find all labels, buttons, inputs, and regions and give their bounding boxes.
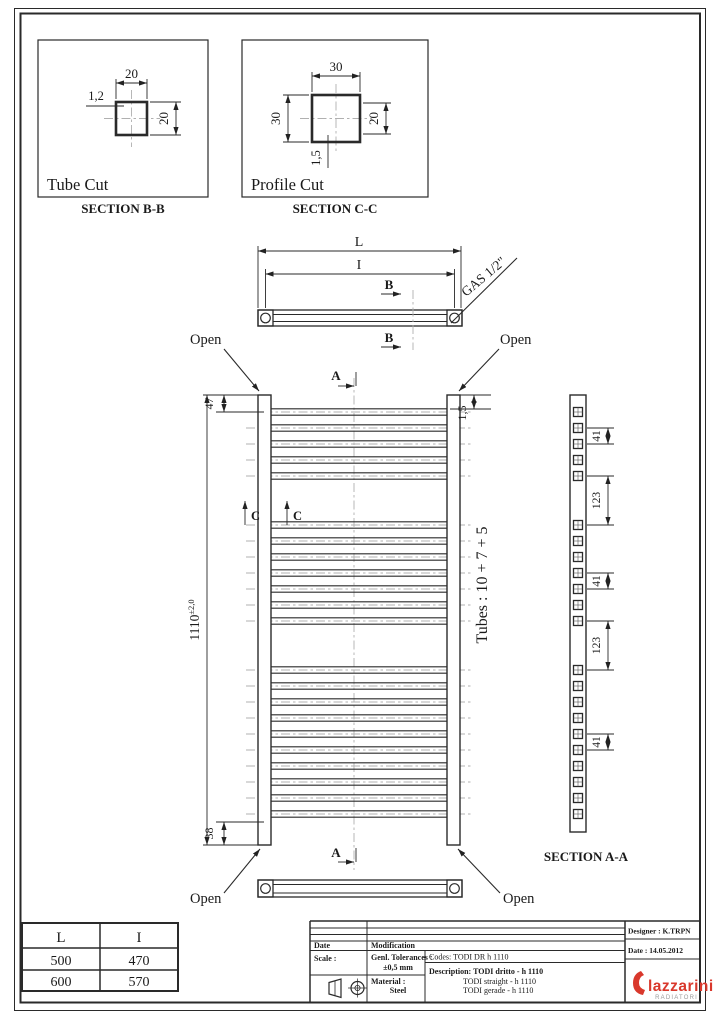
logo-text: lazzarini xyxy=(648,978,714,995)
section-aa-tube-squares xyxy=(574,408,583,819)
dim-38: 38 xyxy=(202,827,216,840)
cut-mark-b-top: B xyxy=(384,277,394,292)
dim-aa-41a: 41 xyxy=(591,430,603,442)
description-line2: TODI straight - h 1110 xyxy=(463,977,537,986)
dim-L: L xyxy=(354,235,364,250)
dim-aa-41c: 41 xyxy=(591,736,603,748)
right-vertical-tube xyxy=(447,395,460,845)
codes-value: Codes: TODI DR h 1110 xyxy=(429,952,509,962)
table-cell: 600 xyxy=(50,975,72,990)
section-cc-title: Profile Cut xyxy=(251,175,324,194)
lazzarini-logo xyxy=(633,971,714,1001)
section-cc xyxy=(242,40,428,216)
designer-value: Designer : K.TRPN xyxy=(628,926,691,936)
description-line3: TODI gerade - h 1110 xyxy=(463,986,534,995)
scale-label: Scale : xyxy=(314,954,337,963)
front-view xyxy=(186,332,535,907)
cut-mark-a-bottom: A xyxy=(331,845,341,860)
dim-cc-side: 20 xyxy=(366,112,381,125)
cut-mark-b-bottom: B xyxy=(384,330,394,345)
dim-aa-123b: 123 xyxy=(591,636,603,655)
open-label-top-right: Open xyxy=(500,332,532,348)
tolerances-value: ±0,5 mm xyxy=(383,963,413,972)
tubes-note: Tubes : 10 + 7 + 5 xyxy=(474,526,491,644)
section-cc-label: SECTION C-C xyxy=(292,201,378,216)
open-label-top-left: Open xyxy=(190,332,222,348)
dim-bb-wall: 1,2 xyxy=(88,89,104,103)
modification-label: Modification xyxy=(371,941,415,950)
cut-mark-c-right: C xyxy=(293,509,303,523)
dim-aa-123a: 123 xyxy=(591,491,603,510)
section-bb-label: SECTION B-B xyxy=(81,201,165,216)
dim-cc-height: 30 xyxy=(268,112,283,125)
material-label: Material : xyxy=(371,977,406,986)
section-bb-title: Tube Cut xyxy=(47,175,109,194)
table-header-I: I xyxy=(136,930,142,946)
dim-bb-height: 20 xyxy=(156,112,171,125)
section-bb xyxy=(38,40,208,216)
lazzarini-logo-mark-icon xyxy=(633,971,645,995)
gas-connection-label: GAS 1/2" xyxy=(458,253,509,300)
title-block xyxy=(310,921,714,1003)
material-value: Steel xyxy=(389,986,407,995)
section-aa-dimensions xyxy=(587,428,614,750)
description-line1: Description: TODI dritto - h 1110 xyxy=(429,967,544,976)
dim-I: I xyxy=(356,258,362,273)
left-vertical-tube xyxy=(258,395,271,845)
dim-aa-41b: 41 xyxy=(591,575,603,587)
cut-mark-a-top: A xyxy=(331,368,341,383)
section-aa xyxy=(544,395,629,864)
dim-47: 47 xyxy=(202,397,216,410)
open-label-bottom-right: Open xyxy=(503,891,535,907)
cut-mark-c-left: C xyxy=(251,509,261,523)
dim-1-5: 1,5 xyxy=(455,405,469,421)
date-value: Date : 14.05.2012 xyxy=(628,946,683,955)
dim-1110: $1110^{\pm 2,0}$ xyxy=(186,599,202,641)
table-cell: 570 xyxy=(128,975,150,990)
dim-bb-width: 20 xyxy=(125,66,138,81)
date-label: Date xyxy=(314,941,330,950)
projection-symbol-icon xyxy=(329,979,367,998)
dim-cc-wall: 1,5 xyxy=(309,150,323,166)
section-aa-label: SECTION A-A xyxy=(543,849,629,864)
tolerances-label: Genl. Tolerances : xyxy=(371,953,433,962)
open-label-bottom-left: Open xyxy=(190,891,222,907)
table-cell: 470 xyxy=(128,954,150,969)
dim-cc-width: 30 xyxy=(329,59,343,74)
logo-subtext: RADIATORI xyxy=(655,995,698,1001)
size-table xyxy=(22,923,178,991)
horizontal-tubes xyxy=(246,409,472,817)
top-view xyxy=(258,235,517,350)
table-cell: 500 xyxy=(50,954,72,969)
table-header-L: L xyxy=(56,930,66,946)
